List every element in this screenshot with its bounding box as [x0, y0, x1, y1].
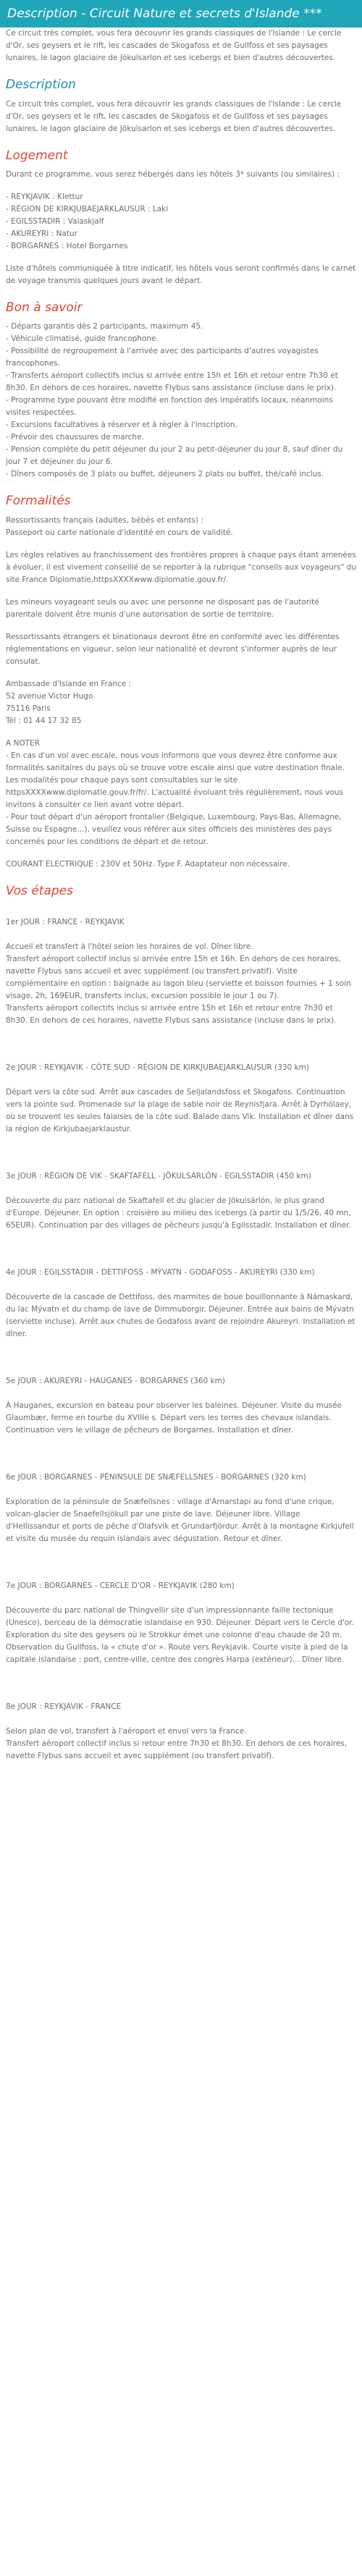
formalites-rules: Les règles relatives au franchissement des frontières propres à chaque pays étant amenées à évoluer, il est vivement conseillé de se reporter à la rubrique "conseils aux voyageurs" du site France Diplomatie,httpsXXXXwww.diplomatie.gouv.fr/. [6, 550, 356, 584]
electric-info: COURANT ELECTRIQUE : 230V et 50Hz. Type F. Adaptateur non nécessaire. [6, 859, 290, 869]
day-item-6 [6, 1459, 356, 1558]
day-body: Découverte de la cascade de Dettifoss, des marmites de boue bouillonnante à Námaskard, du lac Mývatn et du champ de lave de Dimmuborgir. Déjeuner. Entrée aux bains de Mývatn (serviette incluse). Arrêt aux chutes de Godafoss avant de rejoindre Akureyri. Installation et dîner. [6, 1293, 355, 1339]
day-title: 4e JOUR : EGILSSTADIR - DETTIFOSS - MÝVATN - GODAFOSS - AKUREYRI (330 km) [6, 1268, 315, 1278]
day-body: Départ vers la côte sud. Arrêt aux cascades de Seljalandsfoss et Skogafoss. Continuation vers la pointe sud. Promenade sur la plage de sable noir de Reynisfjara. Arrêt à Dyrhólaey, où se trouvent les seules falaises de la côte sud. Balade dans Vik. Installation et dîner dans la région de Kirkjubaejarklaustur. [6, 1088, 354, 1134]
day-body: Exploration de la péninsule de Snæfellsnes : village d'Arnarstapi au fond d'une crique, volcan-glacier de Snaefellsjökull par une piste de lave. Déjeuner libre. Village d'Hellissandur et ports de pêche d'Olafsvík et Grundarfjördur. Arrêt à la montagne Kirkjufell et visite du musée du requin islandais avec dégustation. Retour et dîner. [6, 1498, 354, 1544]
day-title: 5e JOUR : AKUREYRI - HAUGANES - BORGARNES (360 km) [6, 1377, 225, 1386]
day-title: 1er JOUR : FRANCE - REYKJAVIK [6, 918, 125, 927]
hotel-list: - REYKJAVIK : Klettur - RÉGION DE KIRKJUBAEJARKLAUSUR : Laki - EGILSSTADIR : Valaskjalf - AKUREYRI : Natur - BORGARNES : Hotel Borgarnes [6, 193, 169, 251]
logement-heading: Logement [6, 148, 68, 163]
formalites-foreigners: Ressortissants étrangers et binationaux devront être en conformité avec les différentes réglementations en vigueur, selon leur nationalité et devront s'informer auprès de leur consulat. [6, 632, 340, 666]
day-title: 3e JOUR : RÉGION DE VIK - SKAFTAFELL - JÖKULSÁRLÓN - EGILSSTADIR (450 km) [6, 1172, 311, 1181]
day-body: À Hauganes, excursion en bateau pour observer les baleines. Déjeuner. Visite du musée Glaumbær, ferme en tourbe du XVIIIe s. Départ vers les terres des chevaux islandais. Continuation vers le village de pêcheurs de Borgarnes. Installation et dîner. [6, 1401, 342, 1435]
description-heading: Description [6, 77, 76, 93]
day-body: Selon plan de vol, transfert à l'aéroport et envol vers la France. Transfert aéroport collectif inclus si retour entre 7h30 et 8h30. En dehors de ces horaires, navette Flybus sans accueil et avec supplément (ou transfert privatif). [6, 1727, 348, 1761]
day-body: Découverte du parc national de Thingvellir site d'un impressionnante faille tectonique (Unesco), berceau de la démocratie islandaise en 930. Déjeuner. Départ vers le Cercle d'or. Exploration du site des geysers où le Strokkur émet une colonne d'eau chaude de 20 m. Observation du Gullfoss, la « chute d'or ». Route vers Reykjavik. Courte visite à pied de la capitale islandaise : port, centre-ville, centre des congrès Harpa (extérieur)... Dîner libre. [6, 1606, 355, 1665]
day-body: Découverte du parc national de Skaftafell et du glacier de Jökulsárlón, le plus grand d'Europe. Déjeuner. En option : croisière au milieu des icebergs (à partir du 1/5/26, 40 mn, 65EUR). Continuation par des villages de pêcheurs jusqu'à Egilsstadir. Installation et dîner. [6, 1196, 351, 1230]
day-title: 8e JOUR : REYKJAVIK - FRANCE [6, 1702, 122, 1712]
day-item-1 [6, 904, 356, 1039]
day-body: Accueil et transfert à l'hôtel selon les horaires de vol. Dîner libre. Transfert aéroport collectif inclus si arrivée entre 15h et 16h. En dehors de ces horaires, navette Flybus sans accueil et avec supplément (ou transfert privatif). Visite complémentaire en option : baignade au lagon bleu (serviette et boisson fournies + 1 soin visage, 2h, 169EUR, transferts inclus, excursion possible le jour 1 ou 7). Transferts aéroport collectifs inclus si arrivée entre 15h et 16h et retour entre 7h30 et 8h30. En dehors de ces horaires, navette Flybus sans assistance (incluse dans le prix). [6, 942, 351, 1026]
logement-note: Liste d'hôtels communiquée à titre indicatif, les hôtels vous seront confirmés dans le carnet de voyage transmis quelques jours avant le départ. [6, 264, 356, 286]
bon-a-savoir-heading: Bon à savoir [6, 300, 83, 316]
formalites-heading: Formalités [6, 494, 71, 509]
vos-etapes-heading: Vos étapes [6, 883, 73, 898]
bon-a-savoir-text: - Départs garantis dès 2 participants, maximum 45. - Véhicule climatisé, guide francophone. - Possibilité de regroupement à l'arrivée avec des participants d'autres voyagistes francophones. - Transferts aéroport collectifs inclus si arrivée entre 15h et 16h et retour entre 7h30 et 8h30. En dehors de ces horaires, navette Flybus sans assistance (incluse dans le prix). - Programme type pouvant être modifié en fonction des impératifs locaux, néanmoins visites respectées. - Excursions facultatives à réserver et à régler à l'inscription. - Prévoir des chaussures de marche. - Pension complète du petit déjeuner du jour 2 au petit-déjeuner du jour 8, sauf dîner du jour 7 et déjeuner du jour 6. - Dîners composés de 3 plats ou buffet, déjeuners 2 plats ou buffet, thé/café inclus. [6, 322, 343, 479]
intro-text: Ce circuit très complet, vous fera découvrir les grands classiques de l'Islande : Le cercle d'Or, ses geysers et le rift, les cascades de Skogafoss et de Gullfoss et ses paysages lunaires, le lagon glaciaire de Jökulsarlon et ses icebergs et bien d'autres découvertes. [6, 29, 342, 63]
description-text: Ce circuit très complet, vous fera découvrir les grands classiques de l'Islande : Le cercle d'Or, ses geysers et le rift, les cascades de Skogafoss et de Gullfoss et ses paysages lunaires, le lagon glaciaire de Jökulsarlon et ses icebergs et bien d'autres découvertes. [6, 99, 342, 133]
day-item-2 [6, 1050, 356, 1148]
day-item-8 [6, 1689, 356, 1775]
day-title: 7e JOUR : BORGARNES - CERCLE D'OR - REYKJAVIK (280 km) [6, 1582, 235, 1591]
page-title: Description - Circuit Nature et secrets d'Islande *** [7, 7, 322, 21]
formalites-note: A NOTER - En cas d'un vol avec escale, nous vous informons que vous devrez être conforme aux formalités sanitaires du pays où se trouve votre escale ainsi que votre destination finale. Les modalités pour chaque pays sont consultables sur le site httpsXXXXwww.diplomatie.gouv.fr/fr/. L'actualité évoluant très régulièrement, nous vous invitons à consulter ce lien avant votre départ. - Pour tout départ d'un aéroport frontalier (Belgique, Luxembourg, Pays-Bas, Allemagne, Suisse ou Espagne...), veuillez vous référer aux sites officiels des ministères des pays concernés pour les conditions de départ et de retour. [6, 738, 345, 846]
formalites-passport: Ressortissants français (adultes, bébés et enfants) : Passeport ou carte nationale d'identité en cours de validité. [6, 515, 233, 537]
day-item-4 [6, 1254, 356, 1353]
day-title: 2e JOUR : REYKJAVIK - CÔTE SUD - RÉGION DE KIRKJUBAEJARKLAUSUR (330 km) [6, 1063, 309, 1073]
day-item-7 [6, 1568, 356, 1678]
day-item-5 [6, 1363, 356, 1449]
formalites-minors: Les mineurs voyageant seuls ou avec une personne ne disposant pas de l'autorité parentale doivent être munis d'une autorisation de sortie de territoire. [6, 597, 319, 619]
day-title: 6e JOUR : BORGARNES - PÉNINSULE DE SNÆFELLSNES - BORGARNES (320 km) [6, 1473, 306, 1482]
title-banner [0, 0, 362, 28]
embassy-address: Ambassade d'Islande en France : 52 avenue Victor Hugo 75116 Paris Tél : 01 44 17 32 85 [6, 679, 132, 725]
logement-intro: Durant ce programme, vous serez hébergés dans les hôtels 3* suivants (ou similaires) : [6, 170, 340, 180]
day-item-3 [6, 1158, 356, 1244]
